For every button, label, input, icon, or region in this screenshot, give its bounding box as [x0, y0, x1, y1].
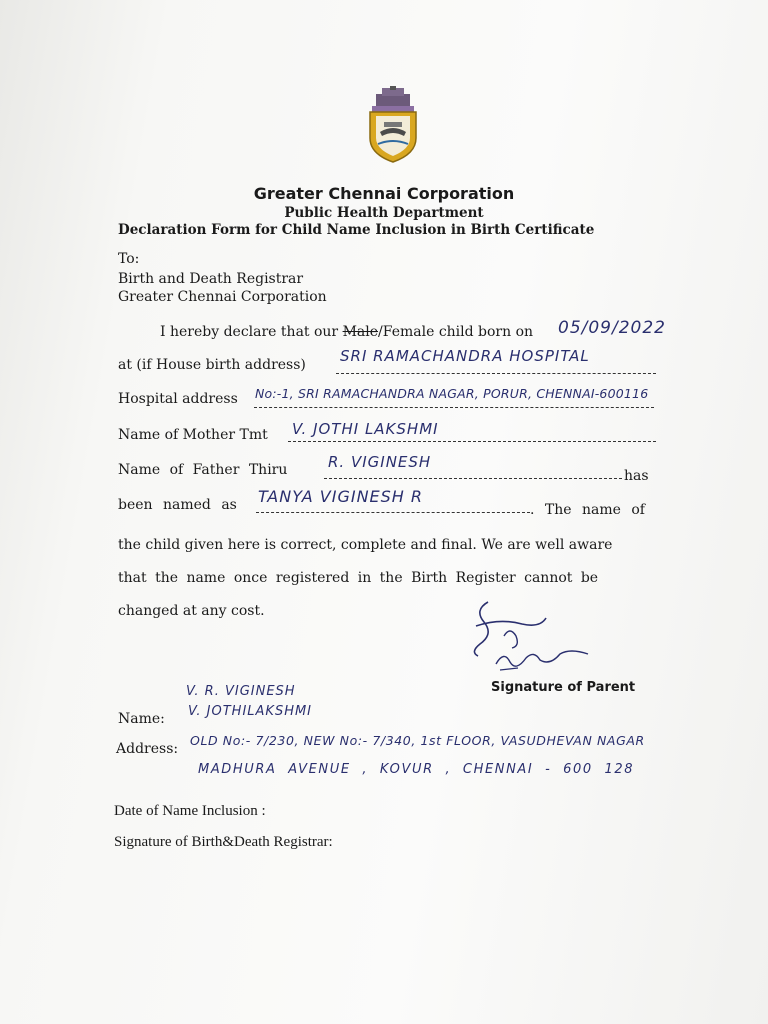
- to-label: To:: [118, 251, 140, 267]
- father-line: [324, 478, 622, 479]
- corporation-name: Greater Chennai Corporation: [118, 289, 327, 305]
- org-title: Greater Chennai Corporation: [253, 184, 515, 203]
- house-birth-label: at (if House birth address): [118, 357, 306, 373]
- decl-prefix: I hereby declare that our: [160, 324, 343, 340]
- hospital-value: No:-1, SRI RAMACHANDRA NAGAR, PORUR, CHENNAI-600116: [255, 386, 649, 401]
- form-title: Declaration Form for Child Name Inclusion in Birth Certificate: [118, 222, 595, 238]
- named-as-label: been named as: [118, 497, 237, 513]
- corporation-emblem-icon: [360, 86, 426, 166]
- registrar-signature-label: Signature of Birth&Death Registrar:: [114, 834, 333, 850]
- address-label: Address:: [116, 741, 179, 757]
- para-line-2: that the name once registered in the Birth Register cannot be: [118, 570, 599, 586]
- named-suffix: . The name of: [530, 502, 645, 518]
- birth-date-value: 05/09/2022: [558, 318, 666, 338]
- child-name-value: TANYA VIGINESH R: [258, 487, 424, 506]
- decl-suffix: Female child born on: [382, 324, 534, 340]
- parent-name-2: V. JOTHILAKSHMI: [188, 704, 313, 719]
- para-line-1: the child given here is correct, complete and final. We are well aware: [118, 537, 613, 553]
- mother-line: [288, 441, 656, 442]
- has-word: has: [624, 468, 649, 484]
- hospital-line: [254, 407, 654, 408]
- house-birth-value: SRI RAMACHANDRA HOSPITAL: [340, 347, 590, 365]
- house-birth-line: [336, 373, 656, 374]
- parent-signature-scribble: [460, 596, 600, 680]
- hospital-label: Hospital address: [118, 391, 238, 407]
- registrar-title: Birth and Death Registrar: [118, 271, 304, 287]
- mother-value: V. JOTHI LAKSHMI: [292, 420, 439, 438]
- inclusion-date-label: Date of Name Inclusion :: [114, 803, 266, 819]
- father-label: Name of Father Thiru: [118, 462, 288, 478]
- slash: /: [378, 324, 383, 340]
- parent-name-1: V. R. VIGINESH: [186, 684, 296, 699]
- parent-signature-label: Signature of Parent: [491, 680, 636, 695]
- father-value: R. VIGINESH: [328, 453, 432, 471]
- name-label: Name:: [118, 711, 165, 727]
- mother-label: Name of Mother Tmt: [118, 427, 268, 443]
- para-line-3: changed at any cost.: [118, 603, 265, 619]
- declaration-line: [160, 324, 533, 340]
- address-line-2: MADHURA AVENUE , KOVUR , CHENNAI - 600 128: [198, 762, 635, 777]
- dept-title: Public Health Department: [284, 205, 484, 221]
- address-line-1: OLD No:- 7/230, NEW No:- 7/340, 1st FLOOR, VASUDHEVAN NAGAR: [190, 733, 645, 748]
- child-name-line: [256, 512, 530, 513]
- male-struck: Male: [342, 324, 379, 340]
